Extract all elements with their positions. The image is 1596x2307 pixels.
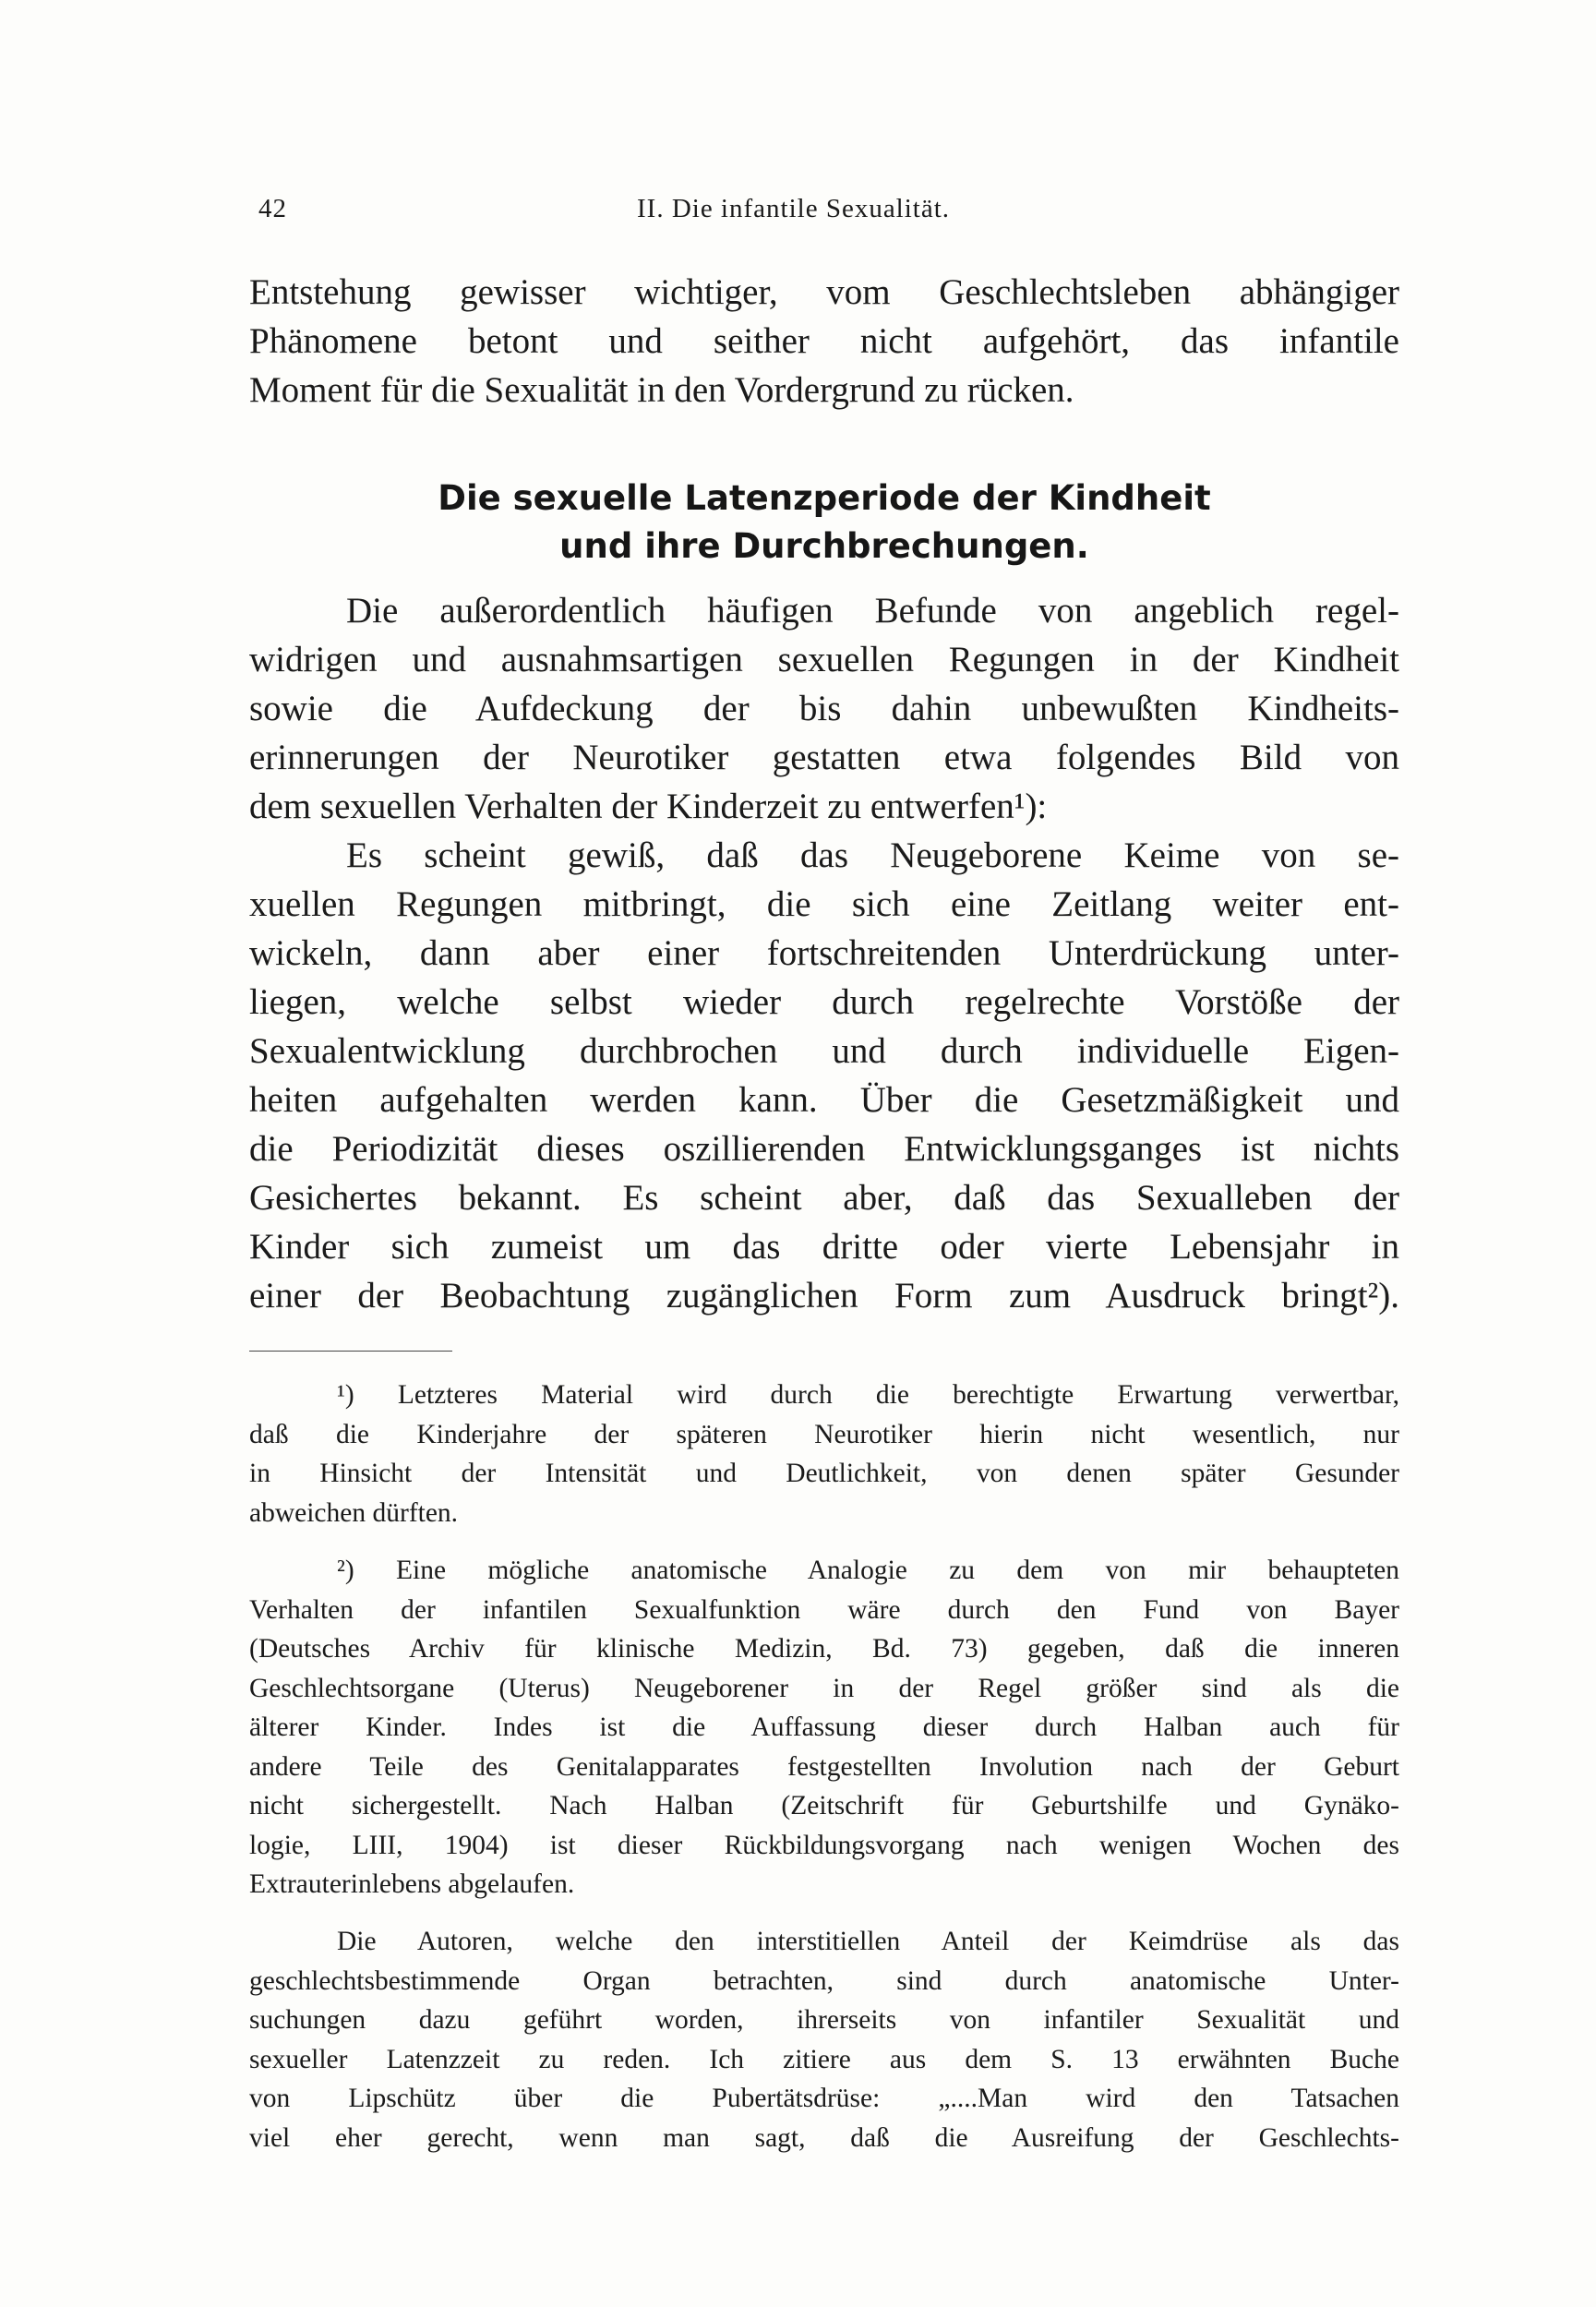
page-number: 42 <box>258 194 287 223</box>
text-line: widrigen und ausnahmsartigen sexuellen Regungen in der Kindheit <box>249 640 1399 679</box>
section-heading-line-1: Die sexuelle Latenzperiode der Kindheit <box>438 478 1211 518</box>
footnote-line: von Lipschütz über die Pubertätsdrüse: „....Man wird den Tatsachen <box>249 2084 1399 2113</box>
text-line: erinnerungen der Neurotiker gestatten etwa folgendes Bild von <box>249 738 1399 777</box>
footnote-line: älterer Kinder. Indes ist die Auffassung dieser durch Halban auch für <box>249 1712 1399 1742</box>
footnote-line: Extrauterinlebens abgelaufen. <box>249 1869 575 1899</box>
section-heading-line-2: und ihre Durchbrechungen. <box>559 526 1089 566</box>
footnote-line: (Deutsches Archiv für klinische Medizin, Bd. 73) gegeben, daß die inneren <box>249 1634 1399 1664</box>
text-line: Gesichertes bekannt. Es scheint aber, daß das Sexualleben der <box>249 1178 1399 1218</box>
text-line: Die außerordentlich häufigen Befunde von angeblich regel- <box>346 591 1399 631</box>
running-title: II. Die infantile Sexualität. <box>637 194 951 223</box>
footnote-line: geschlechtsbestimmende Organ betrachten, sind durch anatomische Unter- <box>249 1965 1399 1996</box>
footnote-line: Geschlechtsorgane (Uterus) Neugeborener in der Regel größer sind als die <box>249 1673 1399 1703</box>
footnote-line: ²) Eine mögliche anatomische Analogie zu dem von mir behaupteten <box>337 1556 1399 1585</box>
footnote-line: suchungen dazu geführt worden, ihrerseits von infantiler Sexualität und <box>249 2005 1399 2035</box>
text-line: xuellen Regungen mitbringt, die sich eine Zeitlang weiter ent- <box>249 884 1399 924</box>
intro-paragraph <box>249 268 1399 415</box>
footnote-line: daß die Kinderjahre der späteren Neurotiker hierin nicht wesentlich, nur <box>249 1419 1399 1449</box>
text-line: dem sexuellen Verhalten der Kinderzeit zu entwerfen¹): <box>249 787 1048 826</box>
body-paragraph-1 <box>249 586 1399 831</box>
footnote-line: sexueller Latenzzeit zu reden. Ich zitiere aus dem S. 13 erwähnten Buche <box>249 2044 1399 2074</box>
footnote-2-continued <box>249 1922 1399 2157</box>
footnote-line: in Hinsicht der Intensität und Deutlichkeit, von denen später Gesunder <box>249 1459 1399 1488</box>
page-header <box>249 194 1409 231</box>
section-heading <box>249 475 1399 571</box>
footnote-line: logie, LIII, 1904) ist dieser Rückbildungsvorgang nach wenigen Wochen des <box>249 1830 1399 1860</box>
text-line: Sexualentwicklung durchbrochen und durch individuelle Eigen- <box>249 1031 1399 1071</box>
text-line: Moment für die Sexualität in den Vordergrund zu rücken. <box>249 370 1074 410</box>
text-line: wickeln, dann aber einer fortschreitenden Unterdrückung unter- <box>249 933 1399 973</box>
text-line: Kinder sich zumeist um das dritte oder vierte Lebensjahr in <box>249 1227 1399 1267</box>
footnote-line: abweichen dürften. <box>249 1497 459 1528</box>
footnote-2 <box>249 1551 1399 1904</box>
text-line: die Periodizität dieses oszillierenden Entwicklungsganges ist nichts <box>249 1129 1399 1169</box>
text-line: Es scheint gewiß, daß das Neugeborene Keime von se- <box>346 835 1399 875</box>
footnote-line: viel eher gerecht, wenn man sagt, daß die Ausreifung der Geschlechts- <box>249 2122 1399 2153</box>
text-line: sowie die Aufdeckung der bis dahin unbewußten Kindheits- <box>249 689 1399 728</box>
footnote-line: andere Teile des Genitalapparates festgestellten Involution nach der Geburt <box>249 1751 1399 1782</box>
text-line: Phänomene betont und seither nicht aufgehört, das infantile <box>249 321 1399 361</box>
footnote-line: ¹) Letzteres Material wird durch die berechtigte Erwartung verwertbar, <box>337 1380 1399 1410</box>
text-line: Entstehung gewisser wichtiger, vom Geschlechtsleben abhängiger <box>249 272 1399 312</box>
footnote-line: Verhalten der infantilen Sexualfunktion wäre durch den Fund von Bayer <box>249 1594 1399 1625</box>
footnote-separator <box>249 1351 452 1352</box>
footnote-line: nicht sichergestellt. Nach Halban (Zeitschrift für Geburtshilfe und Gynäko- <box>249 1791 1399 1820</box>
text-line: einer der Beobachtung zugänglichen Form zum Ausdruck bringt²). <box>249 1276 1399 1316</box>
footnote-line: Die Autoren, welche den interstitiellen Anteil der Keimdrüse als das <box>337 1927 1399 1956</box>
text-line: heiten aufgehalten werden kann. Über die Gesetzmäßigkeit und <box>249 1080 1399 1120</box>
text-line: liegen, welche selbst wieder durch regelrechte Vorstöße der <box>249 982 1399 1022</box>
body-paragraph-2 <box>249 831 1399 1320</box>
footnote-1 <box>249 1376 1399 1532</box>
